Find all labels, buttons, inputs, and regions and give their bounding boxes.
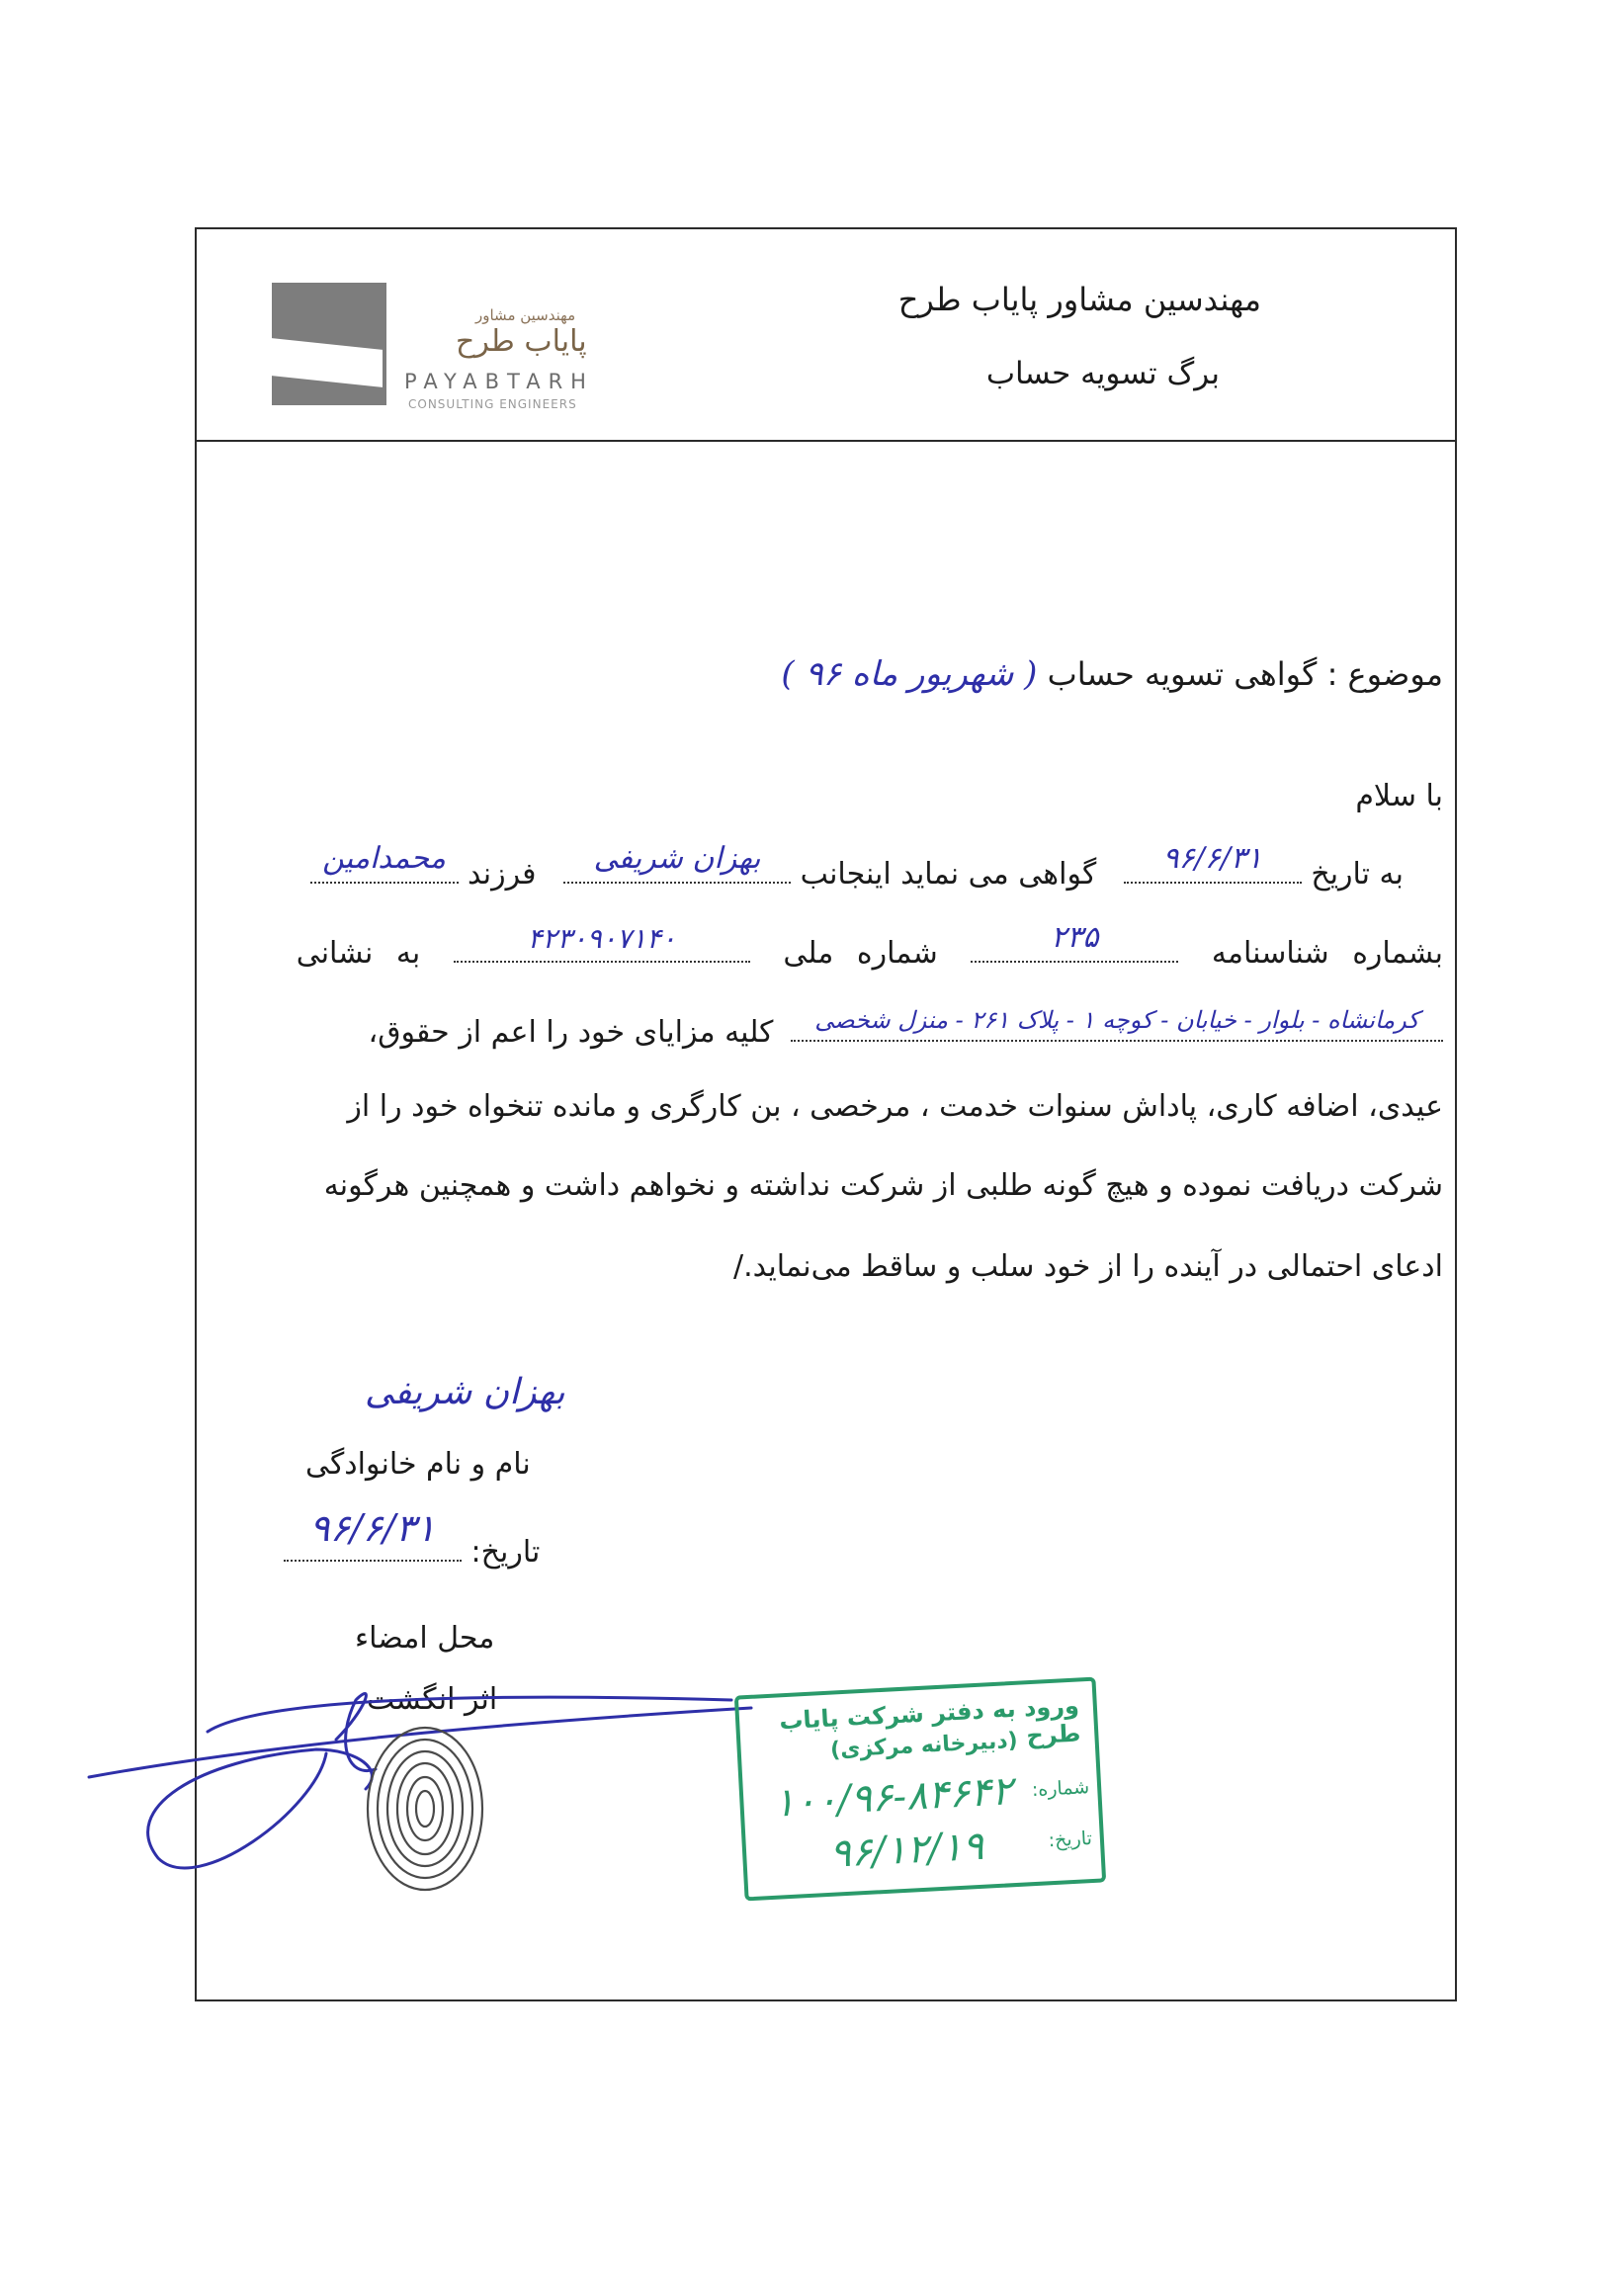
body-line-4: عیدی، اضافه کاری، پاداش سنوات خدمت ، مرخصی ، بن کارگری و مانده تنخواه خود را از [347, 1089, 1443, 1124]
name-value: بهزان شریفی [593, 841, 761, 876]
date-field [1124, 841, 1302, 884]
stamp-line-2: (دبیرخانه مرکزی) [829, 1728, 1019, 1763]
signature-date-value: ۹۶/۶/۳۱ [309, 1506, 436, 1550]
national-id-label: شماره ملی [783, 936, 938, 971]
id-value: ۲۳۵ [1051, 920, 1099, 955]
body-line-6: ادعای احتمالی در آینده را از خود سلب و ساقط می‌نماید./ [733, 1249, 1443, 1284]
sign-place-label: محل امضاء [355, 1621, 495, 1656]
form-title: برگ تسویه حساب [985, 356, 1220, 391]
stamp-number-label: شماره: [1031, 1776, 1090, 1802]
id-field [971, 920, 1178, 963]
father-field [310, 841, 459, 884]
receipt-stamp [734, 1677, 1106, 1902]
signature-name-handwritten: بهزان شریفی [365, 1372, 565, 1412]
stamp-date-label: تاریخ: [1048, 1827, 1093, 1852]
subject-handwritten: ( شهریور ماه ۹۶ ) [781, 654, 1038, 694]
greeting: با سلام [1355, 779, 1443, 813]
date-value: ۹۶/۶/۳۱ [1162, 841, 1263, 876]
date-label: به تاریخ [1311, 857, 1404, 892]
logo-name-en: PAYABTARH [404, 370, 594, 393]
logo-subtitle-en: CONSULTING ENGINEERS [408, 397, 577, 411]
body-line-2 [296, 920, 1443, 971]
national-id-value: ۴۲۳۰۹۰۷۱۴۰ [527, 922, 677, 955]
signature-date-line [284, 1506, 541, 1570]
signature-date-field [284, 1506, 462, 1562]
address-field [791, 1006, 1443, 1042]
national-id-field [454, 922, 750, 963]
stamp-number-value: ۱۰۰/۹۶-۸۴۶۴۲ [772, 1768, 1014, 1827]
body-line-1 [310, 841, 1405, 892]
subject-line [781, 654, 1443, 694]
father-value: محمدامین [322, 841, 446, 876]
certify-text: گواهی می نماید اینجانب [800, 857, 1097, 892]
signature-date-label: تاریخ: [470, 1535, 541, 1570]
id-label: بشماره شناسنامه [1211, 936, 1443, 971]
name-label: نام و نام خانوادگی [305, 1447, 531, 1482]
stamp-line-1: ورود به دفتر شرکت پایاب طرح [778, 1691, 1081, 1750]
subject-label: موضوع : گواهی تسویه حساب [1047, 655, 1443, 693]
body-line-3 [368, 1006, 1443, 1050]
logo-subtitle-fa: مهندسین مشاور [475, 306, 576, 324]
body-line-5: شرکت دریافت نموده و هیچ گونه طلبی از شرکت نداشته و نخواهم داشت و همچنین هرگونه [323, 1168, 1443, 1203]
company-name: مهندسین مشاور پایاب طرح [897, 281, 1261, 318]
stamp-date-value: ۹۶/۱۲/۱۹ [828, 1823, 985, 1877]
company-logo-icon [272, 283, 386, 405]
fingerprint-label: اثر انگشت [367, 1682, 498, 1717]
address-value: کرمانشاه - بلوار - خیابان - کوچه ۱ - پلاک ۲۶۱ - منزل شخصی [814, 1006, 1419, 1034]
letterhead [197, 229, 1455, 442]
name-field [563, 841, 791, 884]
address-label: به نشانی [296, 936, 421, 971]
father-label: فرزند [468, 857, 537, 892]
body-text-3: کلیه مزایای خود را اعم از حقوق، [368, 1015, 774, 1050]
logo-name-fa: پایاب طرح [456, 324, 587, 359]
